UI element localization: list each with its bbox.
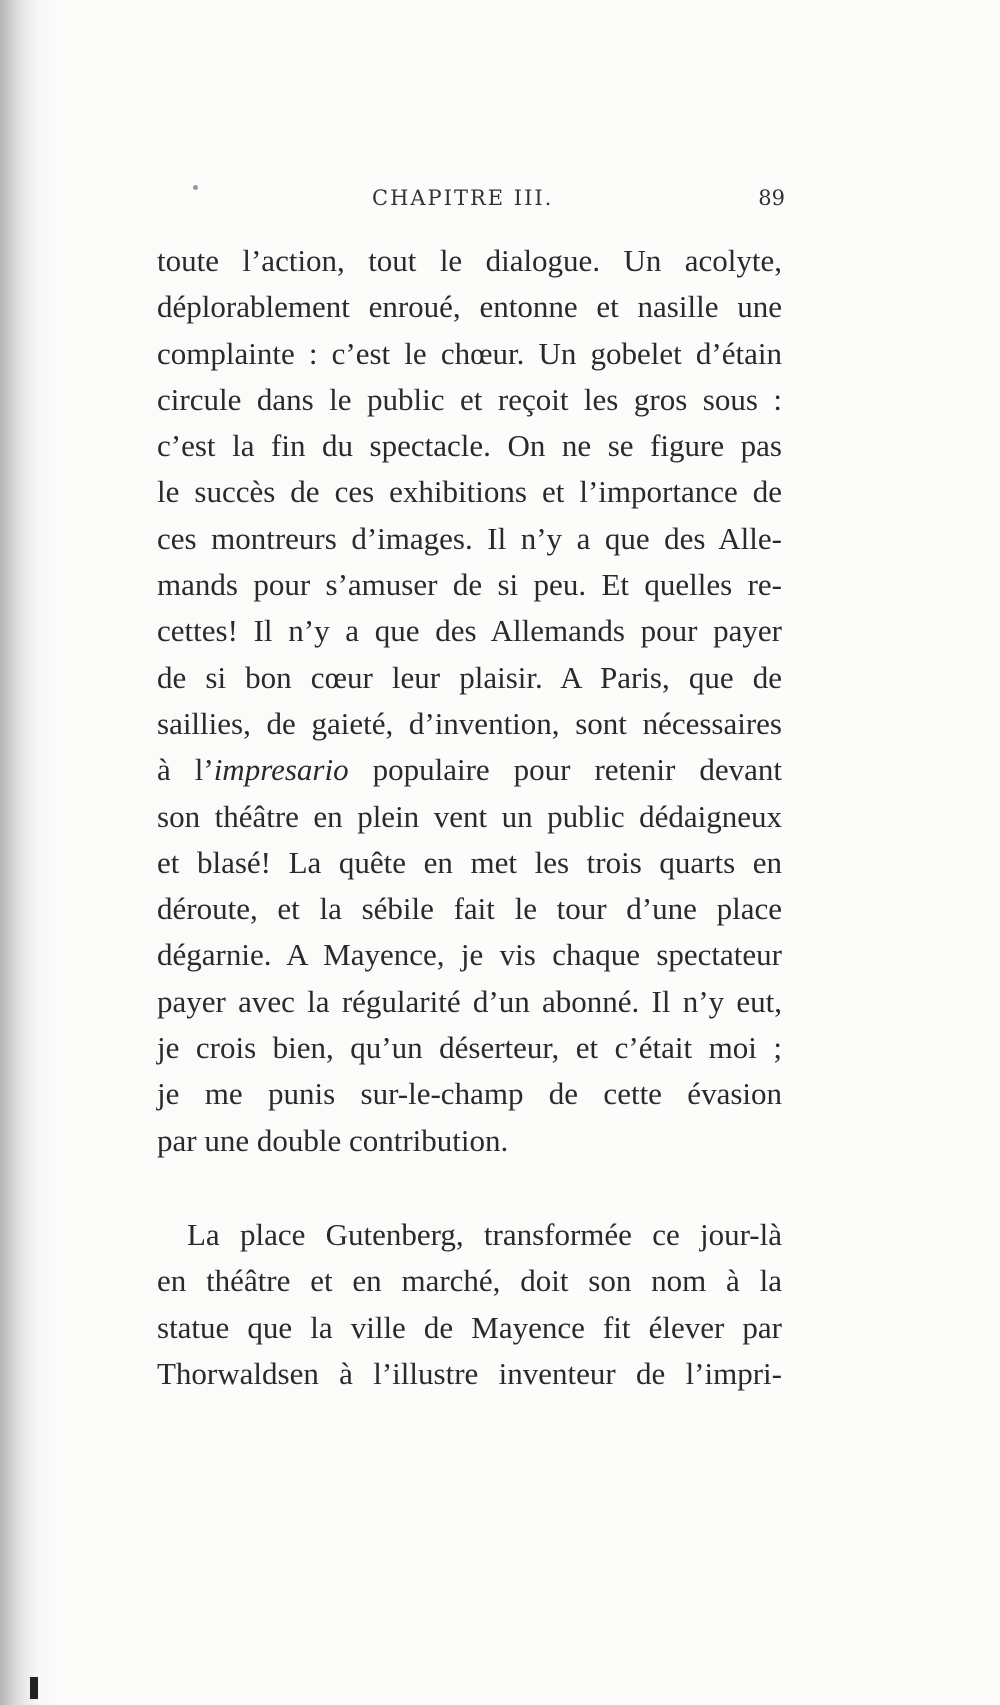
text-line: toute l’action, tout le dialogue. Un acolyte, bbox=[157, 243, 782, 278]
text-line: saillies, de gaieté, d’invention, sont nécessaires bbox=[157, 705, 782, 741]
text-line: et blasé! La quête en met les trois quarts en bbox=[157, 844, 782, 880]
paragraph-gap bbox=[157, 1164, 782, 1212]
text-line: cettes! Il n’y a que des Allemands pour payer bbox=[157, 613, 782, 649]
running-head: CHAPITRE III. bbox=[372, 186, 554, 210]
text-line: le succès de ces exhibitions et l’importance de bbox=[157, 474, 782, 510]
text-line: son théâtre en plein vent un public dédaigneux bbox=[157, 798, 782, 834]
text-line: payer avec la régularité d’un abonné. Il n’y eut, bbox=[157, 983, 782, 1019]
page-edge-mark bbox=[30, 1677, 38, 1699]
text-line: je crois bien, qu’un déserteur, et c’était moi ; bbox=[157, 1030, 782, 1066]
page-number: 89 bbox=[758, 186, 785, 210]
text-line-with-italic bbox=[157, 747, 782, 793]
text-line: circule dans le public et reçoit les gros sous : bbox=[157, 381, 782, 417]
paragraph-last-line: par une double contribution. bbox=[157, 1122, 509, 1158]
text-line: en théâtre et en marché, doit son nom à la bbox=[157, 1263, 782, 1299]
text-line: complainte : c’est le chœur. Un gobelet d’étain bbox=[157, 335, 782, 371]
text-line: Thorwaldsen à l’illustre inventeur de l’impri- bbox=[157, 1355, 782, 1391]
text-line: ces montreurs d’images. Il n’y a que des Alle- bbox=[157, 520, 782, 556]
line-prefix: à l’ bbox=[157, 752, 214, 788]
text-line: La place Gutenberg, transformée ce jour-là bbox=[187, 1216, 782, 1252]
spine-shadow bbox=[0, 0, 40, 1705]
text-line: déplorablement enroué, entonne et nasille une bbox=[157, 289, 782, 325]
text-line: c’est la fin du spectacle. On ne se figure pas bbox=[157, 428, 782, 464]
text-line: statue que la ville de Mayence fit élever par bbox=[157, 1309, 782, 1345]
text-line: dégarnie. A Mayence, je vis chaque spectateur bbox=[157, 937, 782, 973]
line-suffix: populaire pour retenir devant bbox=[348, 752, 782, 788]
body-text bbox=[157, 238, 782, 1397]
text-line: mands pour s’amuser de si peu. Et quelles re- bbox=[157, 567, 782, 603]
text-line: je me punis sur-le-champ de cette évasion bbox=[157, 1076, 782, 1112]
italic-word: impresario bbox=[213, 752, 349, 788]
speck-mark bbox=[193, 185, 198, 190]
text-line: de si bon cœur leur plaisir. A Paris, que de bbox=[157, 659, 782, 695]
text-line: déroute, et la sébile fait le tour d’une place bbox=[157, 891, 782, 927]
